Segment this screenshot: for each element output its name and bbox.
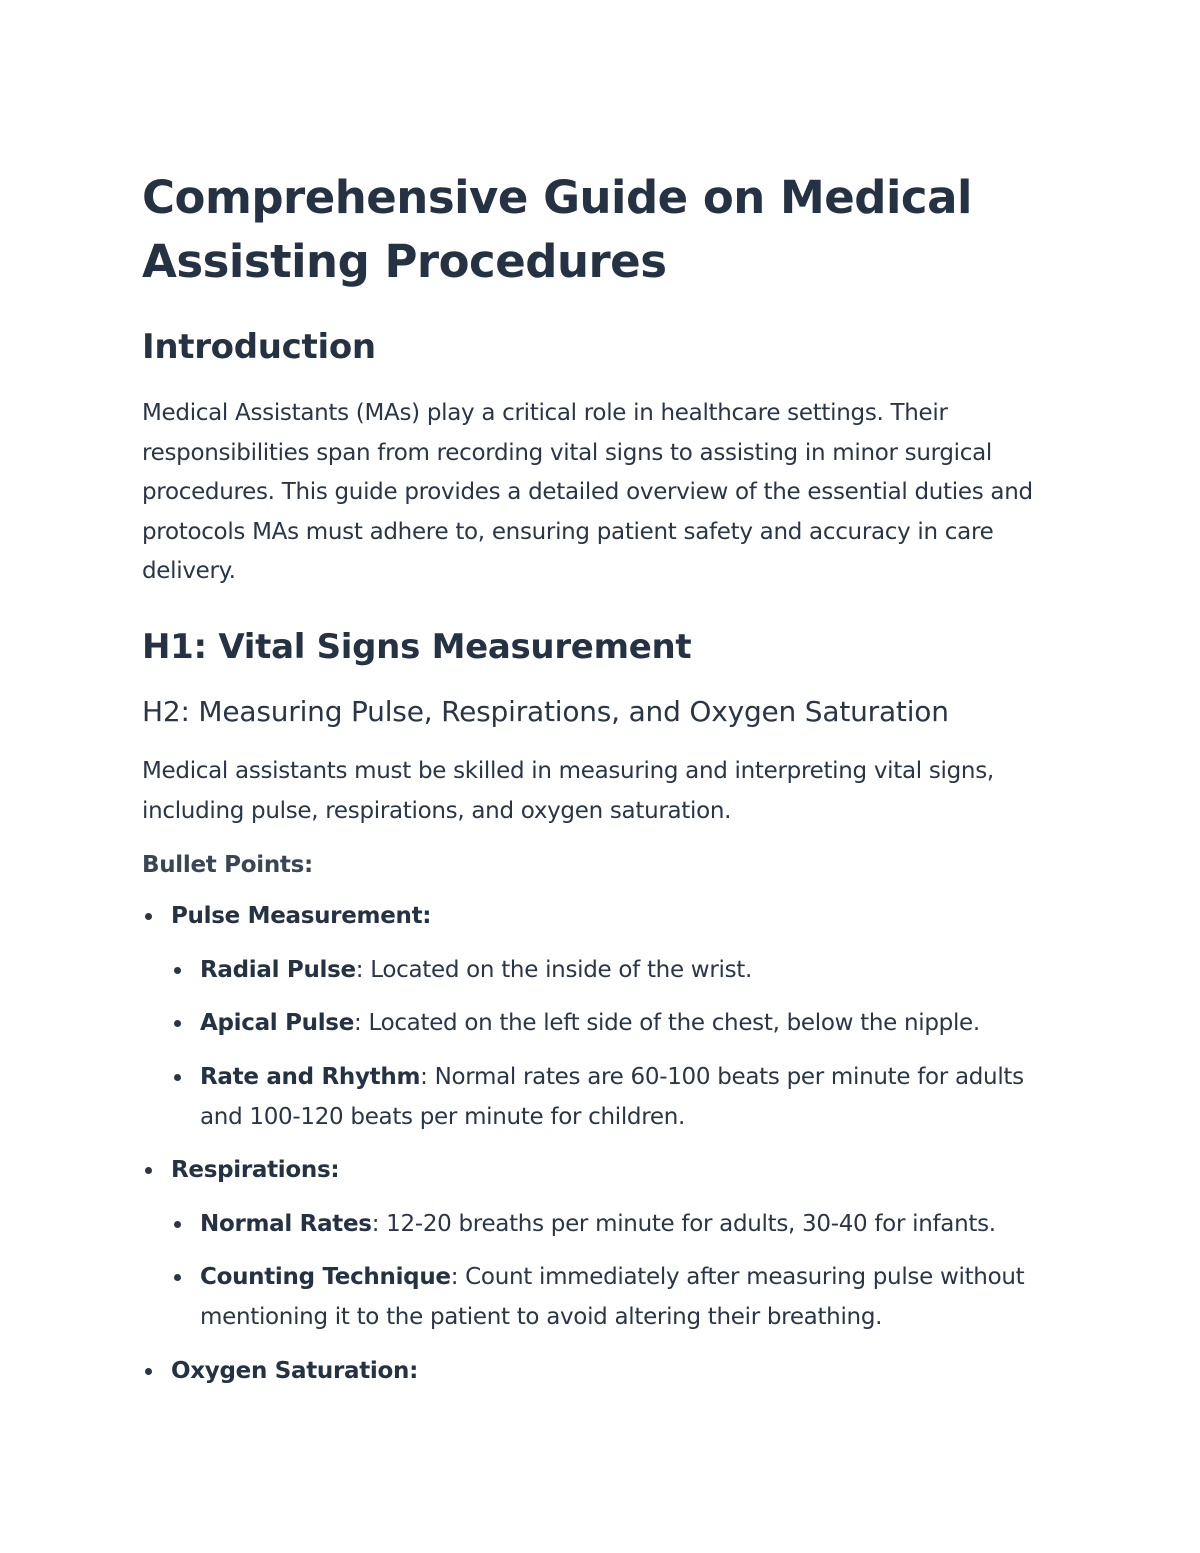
vital-signs-heading: H1: Vital Signs Measurement bbox=[142, 626, 692, 667]
list-item-term: Apical Pulse bbox=[200, 1010, 354, 1037]
list-item-text: : 12-20 breaths per minute for adults, 30-40 for infants. bbox=[371, 1210, 996, 1237]
list-item bbox=[171, 951, 1072, 991]
list-item-term: Radial Pulse bbox=[200, 956, 356, 983]
list-item-label: Respirations: bbox=[171, 1157, 340, 1184]
bullet-list bbox=[142, 897, 1072, 1391]
list-item-pulse-measurement bbox=[142, 897, 1072, 1137]
bullet-icon bbox=[174, 967, 181, 974]
bullet-icon bbox=[174, 1221, 181, 1228]
bullet-icon bbox=[145, 1167, 152, 1174]
bullet-icon bbox=[145, 913, 152, 920]
bullet-icon bbox=[174, 1274, 181, 1281]
list-item-respirations bbox=[142, 1151, 1072, 1337]
introduction-heading: Introduction bbox=[142, 327, 376, 367]
list-item-oxygen-saturation bbox=[142, 1352, 1072, 1392]
list-item-label: Oxygen Saturation: bbox=[171, 1357, 418, 1384]
introduction-paragraph: Medical Assistants (MAs) play a critical role in healthcare settings. Their responsibilities span from recording vital signs to assisting in minor surgical procedures. This guide provides a detailed overview of the essential duties and protocols MAs must adhere to, ensuring patient safety and accuracy in care delivery. bbox=[142, 400, 1033, 585]
list-item-text: : Located on the inside of the wrist. bbox=[355, 956, 752, 983]
document-title: Comprehensive Guide on Medical Assisting Procedures bbox=[142, 171, 972, 288]
pulse-respirations-subheading: H2: Measuring Pulse, Respirations, and Oxygen Saturation bbox=[142, 694, 949, 728]
bullet-icon bbox=[145, 1368, 152, 1375]
list-item bbox=[171, 1205, 1072, 1245]
bullet-icon bbox=[174, 1074, 181, 1081]
sub-bullet-list bbox=[171, 951, 1072, 1137]
document-page bbox=[142, 166, 1072, 1403]
list-item-text: : Normal rates are 60-100 beats per minute for adults and 100-120 beats per minute for children. bbox=[200, 1063, 1024, 1130]
list-item bbox=[171, 1258, 1072, 1337]
list-item-term: Counting Technique bbox=[200, 1264, 451, 1291]
list-item-term: Normal Rates bbox=[200, 1210, 372, 1237]
sub-bullet-list bbox=[171, 1205, 1072, 1338]
list-item-term: Rate and Rhythm bbox=[200, 1063, 421, 1090]
list-item-text: : Count immediately after measuring pulse without mentioning it to the patient to avoid altering their breathing. bbox=[200, 1264, 1025, 1330]
bullet-points-label: Bullet Points: bbox=[142, 852, 313, 879]
list-item-label: Pulse Measurement: bbox=[171, 903, 432, 930]
list-item bbox=[171, 1004, 1072, 1044]
vital-signs-paragraph: Medical assistants must be skilled in measuring and interpreting vital signs, including pulse, respirations, and oxygen saturation. bbox=[142, 757, 994, 824]
list-item bbox=[171, 1058, 1072, 1137]
bullet-icon bbox=[174, 1020, 181, 1027]
list-item-text: : Located on the left side of the chest, below the nipple. bbox=[354, 1010, 980, 1037]
